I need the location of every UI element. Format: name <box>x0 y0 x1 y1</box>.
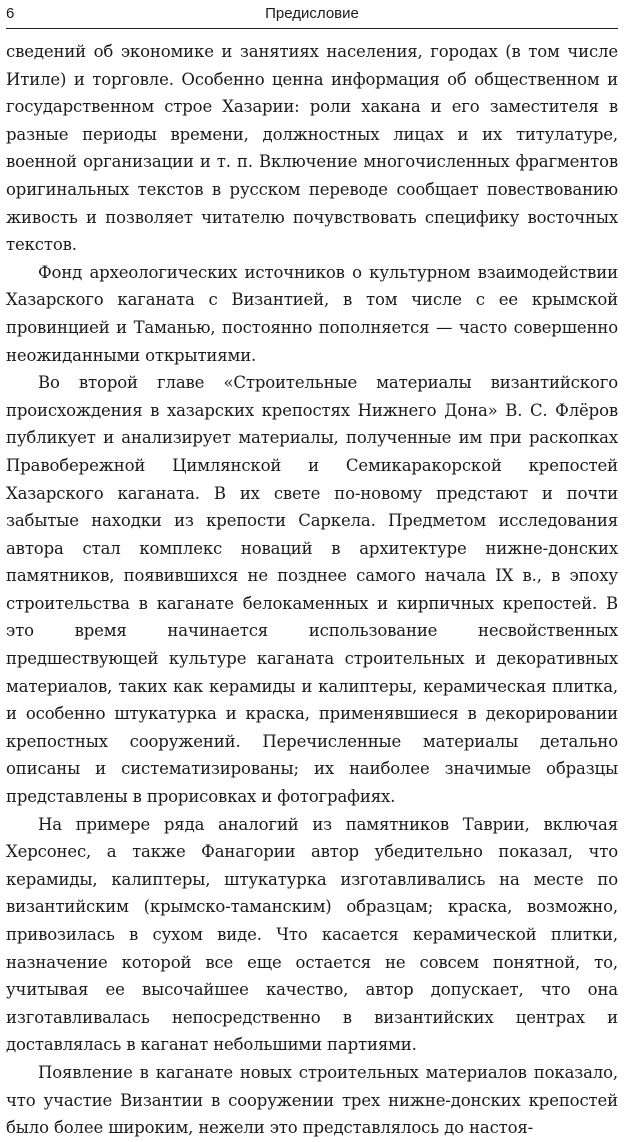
paragraph: На примере ряда аналогий из памятников Таврии, включая Херсонес, а также Фанагории автор убедительно показал, что керамиды, калиптеры, штукатурка изготавливались на месте по византийским (крымско-таманским) образцам; краска, возможно, привозилась в сухом виде. Что касается керамической плитки, назначение которой все еще остается не совсем понятной, то, учитывая ее высочайшее качество, автор допускает, что она изготавливалась непосредственно в византийских центрах и доставлялась в каганат небольшими партиями. <box>6 814 618 1055</box>
body-text <box>6 38 618 1142</box>
page-number: 6 <box>6 5 15 22</box>
running-title: Предисловие <box>265 5 359 22</box>
paragraph: Появление в каганате новых строительных материалов показало, что участие Византии в сооружении трех нижне-донских крепостей было более широким, нежели это представлялось до настоя- <box>6 1062 618 1138</box>
paragraph: Фонд археологических источников о культурном взаимодействии Хазарского каганата с Византией, в том числе с ее крымской провинцией и Таманью, постоянно пополняется — часто совершенно неожиданными открытиями. <box>6 262 618 365</box>
paragraph: Во второй главе «Строительные материалы византийского происхождения в хазарских крепостях Нижнего Дона» В. С. Флёров публикует и анализирует материалы, полученные им при раскопках Правобережной Цимлянской и Семикаракорской крепостей Хазарского каганата. В их свете по-новому предстают и почти забытые находки из крепости Саркела. Предметом исследования автора стал комплекс новаций в архитектуре нижне-донских памятников, появившихся не позднее самого начала IX в., в эпоху строительства в каганате белокаменных и кирпичных крепостей. В это время начинается использование несвойственных предшествующей культуре каганата строительных и декоративных материалов, таких как керамиды и калиптеры, керамическая плитка, и особенно штукатурка и краска, применявшиеся в декорировании крепостных сооружений. Перечисленные материалы детально описаны и систематизированы; их наиболее значимые образцы представлены в прорисовках и фотографиях. <box>6 373 618 807</box>
paragraph-continued: сведений об экономике и занятиях населения, городах (в том числе Итиле) и торговле. Особенно ценна информация об общественном и государственном строе Хазарии: роли хакана и его заместителя в разные периоды времени, должностных лицах и их титулатуре, военной организации и т. п. Включение многочисленных фрагментов оригинальных текстов в русском переводе сообщает повествованию живость и позволяет читателю почувствовать специфику восточных текстов. <box>6 42 618 255</box>
running-header <box>6 2 618 29</box>
